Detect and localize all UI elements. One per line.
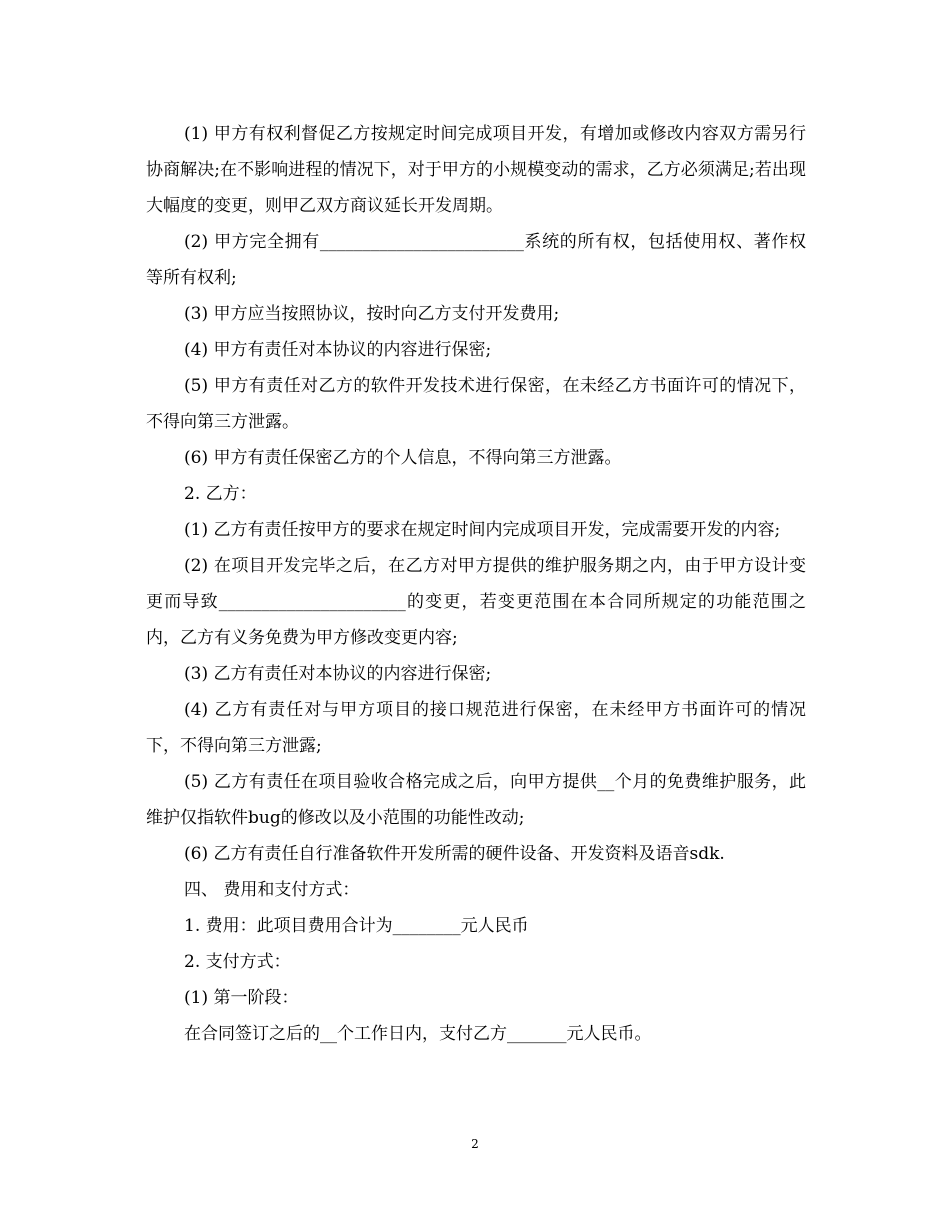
- clause-party-b-6: (6) 乙方有责任自行准备软件开发所需的硬件设备、开发资料及语音sdk.: [184, 844, 725, 864]
- clause-party-a-3: (3) 甲方应当按照协议，按时向乙方支付开发费用;: [184, 304, 560, 324]
- section-fees-heading: 四、 费用和支付方式：: [184, 880, 360, 900]
- clause-party-b-3: (3) 乙方有责任对本协议的内容进行保密;: [184, 664, 492, 684]
- party-b-heading: 2. 乙方：: [184, 484, 257, 504]
- payment-stage-1-heading: (1) 第一阶段：: [184, 988, 299, 1008]
- clause-party-a-1: (1) 甲方有权利督促乙方按规定时间完成项目开发，有增加或修改内容双方需另行协商解决;在不影响进程的情况下，对于甲方的小规模变动的需求，乙方必须满足;若出现大幅度的变更，则甲乙双方商议延长开发周期。: [146, 124, 806, 216]
- payment-stage-1-detail: 在合同签订之后的__个工作日内，支付乙方_______元人民币。: [184, 1024, 652, 1044]
- clause-party-a-2: (2) 甲方完全拥有________________________系统的所有权，包括使用权、著作权等所有权利;: [146, 232, 806, 288]
- clause-party-b-4: (4) 乙方有责任对与甲方项目的接口规范进行保密，在未经甲方书面许可的情况下，不得向第三方泄露;: [146, 700, 806, 756]
- clause-party-b-2: (2) 在项目开发完毕之后，在乙方对甲方提供的维护服务期之内，由于甲方设计变更而导致______________________的变更，若变更范围在本合同所规定的功能范围之内，乙方有义务免费为甲方修改变更内容;: [146, 556, 806, 648]
- clause-party-a-6: (6) 甲方有责任保密乙方的个人信息，不得向第三方泄露。: [184, 448, 622, 468]
- clause-party-b-1: (1) 乙方有责任按甲方的要求在规定时间内完成项目开发，完成需要开发的内容;: [184, 520, 781, 540]
- clause-party-a-4: (4) 甲方有责任对本协议的内容进行保密;: [184, 340, 492, 360]
- clause-party-b-5: (5) 乙方有责任在项目验收合格完成之后，向甲方提供__个月的免费维护服务，此维护仅指软件bug的修改以及小范围的功能性改动;: [146, 772, 806, 828]
- fee-total: 1. 费用：此项目费用合计为________元人民币: [184, 916, 529, 936]
- document-body: [146, 116, 806, 1052]
- clause-party-a-5: (5) 甲方有责任对乙方的软件开发技术进行保密，在未经乙方书面许可的情况下，不得向第三方泄露。: [146, 376, 806, 432]
- page-number: 2: [471, 1137, 479, 1151]
- payment-method-heading: 2. 支付方式：: [184, 952, 291, 972]
